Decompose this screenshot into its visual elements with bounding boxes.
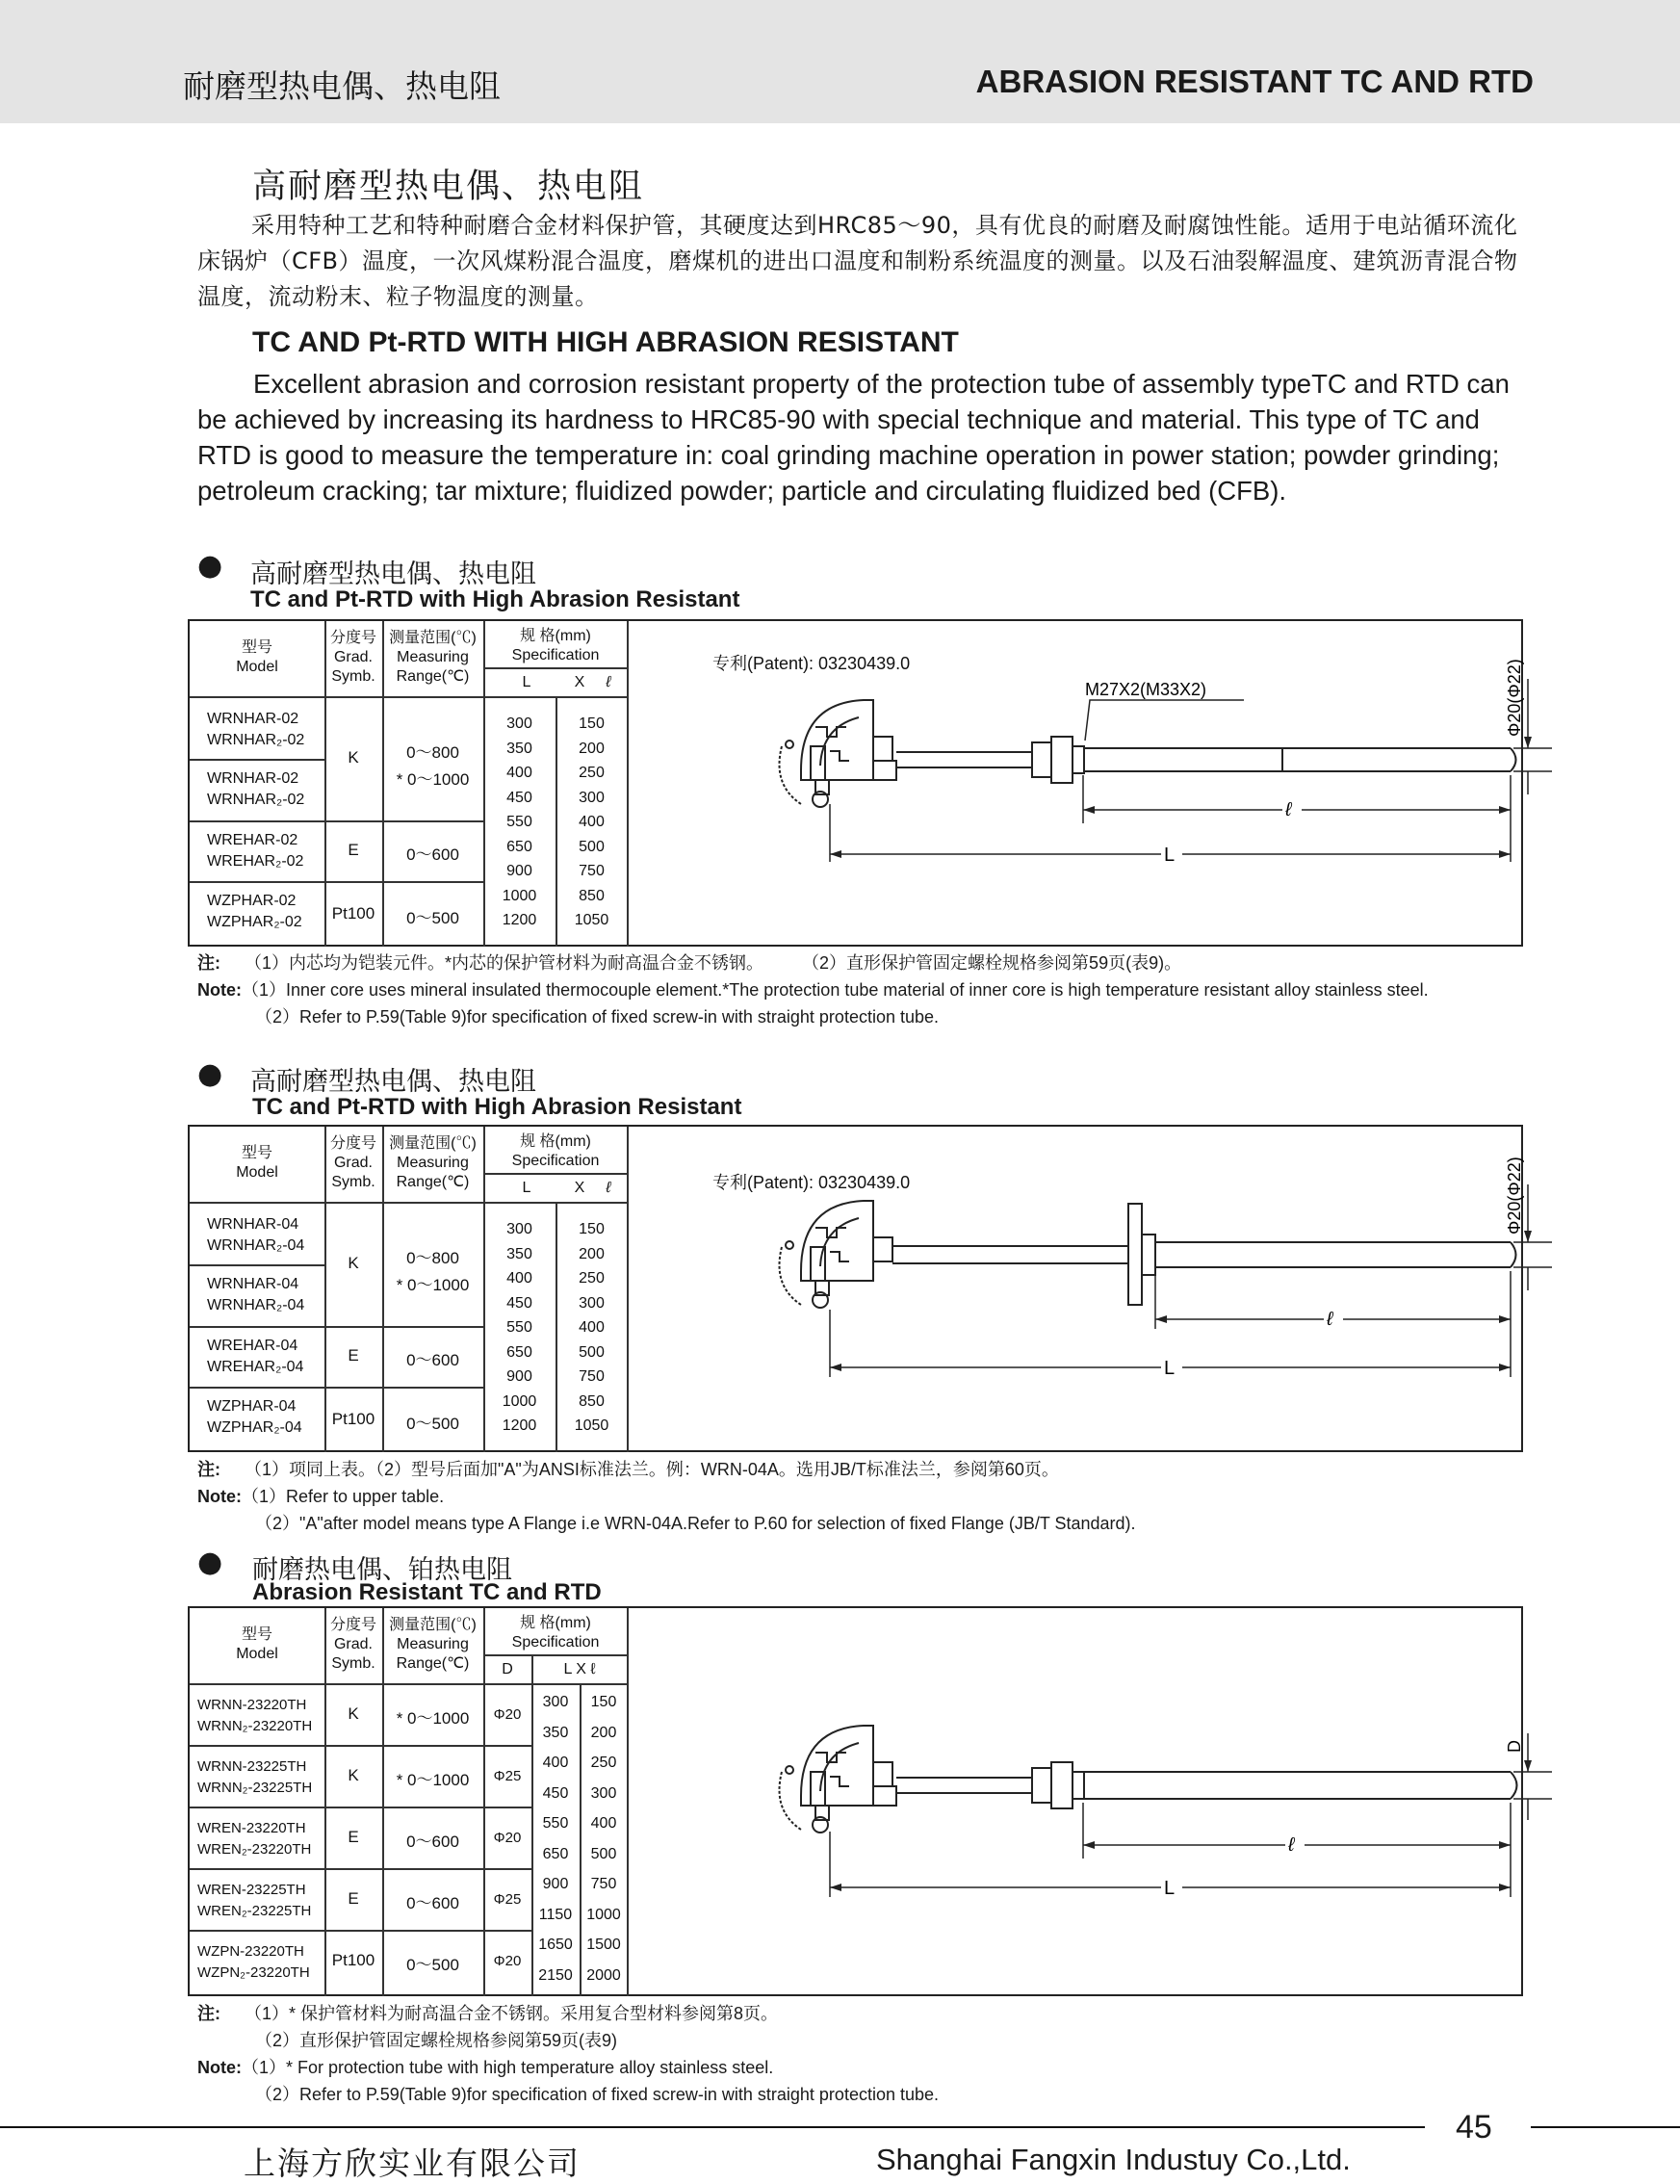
grad-cell: K <box>348 1704 359 1723</box>
patent-number: 专利(Patent): 03230439.0 <box>712 1173 911 1192</box>
section3-title-cn: 耐磨热电偶、铂热电阻 <box>252 1555 512 1585</box>
spec-header: 规 格(mm) Specification <box>511 1615 600 1651</box>
dim-l-label: ℓ <box>1327 1309 1333 1330</box>
diameter-label: D <box>1505 1740 1524 1753</box>
range-header: 测量范围(℃) Measuring Range(℃) <box>389 1135 477 1190</box>
intro-text-en: Excellent abrasion and corrosion resistant property of the protection tube of assembly typeTC and RTD can be achieved by increasing its hardness to HRC85-90 with special technique and material. This type of TC and RTD is good to measure the temperature in: coal grinding machine operation in power station; powder grinding; petroleum cracking; tar mixture; fluidized powder; particle and circulating fluidized bed (CFB). <box>197 369 1510 506</box>
col-l-header: ℓ <box>606 1180 611 1196</box>
table-row: WREN-23225TH WREN₂-23225TH <box>197 1882 312 1919</box>
table-row: WRNHAR-04 WRNHAR₂-04 <box>207 1216 305 1254</box>
table-row: WREHAR-04 WREHAR₂-04 <box>207 1338 304 1375</box>
grad-cell: Pt100 <box>331 1951 375 1969</box>
intro-title-en: TC AND Pt-RTD WITH HIGH ABRASION RESISTANT <box>252 326 959 358</box>
grad-pt100: Pt100 <box>331 904 375 923</box>
grad-cell: K <box>348 1766 359 1784</box>
company-name-en: Shanghai Fangxin Industuy Co.,Ltd. <box>876 2143 1351 2176</box>
section1-title-cn: 高耐磨型热电偶、热电阻 <box>250 559 536 589</box>
col-X-header: X <box>574 674 585 690</box>
table-row: WRNN-23220TH WRNN₂-23220TH <box>197 1697 313 1734</box>
section3-notes: 注: （1）* 保护管材料为耐高温合金不锈钢。采用复合型材料参阅第8页。 （2）直形保护管固定螺栓规格参阅第59页(表9) Note:（1）* For protection tube with high temperature alloy stainless steel. （2）Refer to P.59(Table 9)for specification of fixed screw-in with straight protection tube. <box>197 2004 940 2104</box>
header-title-en: ABRASION RESISTANT TC AND RTD <box>975 64 1534 99</box>
table-row: WREN-23220TH WREN₂-23220TH <box>197 1820 312 1858</box>
thermocouple-drawing <box>762 640 1524 929</box>
page-number: 45 <box>1456 2109 1492 2145</box>
table-row: WRNHAR-04 WRNHAR₂-04 <box>207 1276 305 1313</box>
length-L-column: 300 350 400 450 550 650 900 1000 1200 <box>502 715 537 928</box>
table-row: WZPN-23220TH WZPN₂-23220TH <box>197 1943 310 1981</box>
range-cell: 0～600 <box>406 1833 459 1851</box>
section2-bullet: ● <box>197 1057 223 1091</box>
table-row: WREHAR-02 WREHAR₂-02 <box>207 832 304 870</box>
section2-title-en: TC and Pt-RTD with High Abrasion Resistant <box>252 1094 742 1120</box>
footer-rule <box>0 2126 1425 2128</box>
grad-header: 分度号 Grad. Symb. <box>329 1617 376 1672</box>
intro-title-cn: 高耐磨型热电偶、热电阻 <box>252 168 645 206</box>
range-pt: 0～500 <box>406 1415 459 1433</box>
range-k1: 0～800 <box>406 743 459 762</box>
header-title-cn: 耐磨型热电偶、热电阻 <box>183 67 501 105</box>
table-row: WZPHAR-02 WZPHAR₂-02 <box>207 893 302 930</box>
spec-header: 规 格(mm) Specification <box>511 1133 600 1169</box>
range-cell: * 0～1000 <box>396 1709 470 1728</box>
model-header: 型号 Model <box>236 1145 278 1181</box>
dim-l-label: ℓ <box>1285 799 1292 820</box>
col-X-header: X <box>574 1180 585 1196</box>
section2-title-cn: 高耐磨型热电偶、热电阻 <box>250 1067 536 1097</box>
section2-table <box>188 1125 1523 1452</box>
length-L-column: 300 350 400 450 550 650 900 1150 1650 2150 <box>538 1694 573 1984</box>
col-LXl-header: L X ℓ <box>563 1661 596 1677</box>
diameter-cell: Φ20 <box>493 1830 522 1846</box>
section3-table <box>188 1606 1523 1996</box>
section1-title-en: TC and Pt-RTD with High Abrasion Resistant <box>250 586 740 612</box>
diameter-label: Φ20(Φ22) <box>1505 659 1524 737</box>
dim-L-label: L <box>1164 845 1176 866</box>
range-e: 0～600 <box>406 1351 459 1369</box>
grad-pt100: Pt100 <box>331 1410 375 1428</box>
section1-notes: 注: （1）内芯均为铠装元件。*内芯的保护管材料为耐高温合金不锈钢。 （2）直形保护管固定螺栓规格参阅第59页(表9)。 Note:（1）Inner core uses mineral insulated thermocouple element.*The protection tube material of inner core is high temperature resistant alloy stainless steel. （2）Refer to P.59(Table 9)for specification of fixed screw-in with straight protection tube. <box>197 953 1429 1027</box>
table-row: WRNHAR-02 WRNHAR₂-02 <box>207 770 305 808</box>
straight-thermocouple-drawing <box>762 1666 1524 1955</box>
length-l-column: 150 200 250 300 400 500 750 850 1050 <box>574 1221 609 1434</box>
range-header: 测量范围(℃) Measuring Range(℃) <box>389 630 477 685</box>
intro-text-cn: 采用特种工艺和特种耐磨合金材料保护管，其硬度达到HRC85～90，具有优良的耐磨及耐腐蚀性能。适用于电站循环流化床锅炉（CFB）温度，一次风煤粉混合温度，磨煤机的进出口温度和制粉系统温度的测量。以及石油裂解温度、建筑沥青混合物温度，流动粉末、粒子物温度的测量。 <box>197 212 1518 310</box>
grad-k: K <box>348 748 359 767</box>
dim-L-label: L <box>1164 1878 1176 1899</box>
grad-header: 分度号 Grad. Symb. <box>329 1135 376 1190</box>
grad-k: K <box>348 1254 359 1272</box>
grad-e: E <box>348 1346 359 1365</box>
model-header: 型号 Model <box>236 1626 278 1662</box>
diameter-cell: Φ20 <box>493 1953 522 1969</box>
page-header <box>0 0 1680 123</box>
diameter-cell: Φ20 <box>493 1706 522 1723</box>
thread-label: M27X2(M33X2) <box>1085 680 1207 699</box>
flange-thermocouple-drawing <box>762 1146 1524 1435</box>
grad-header: 分度号 Grad. Symb. <box>329 630 376 685</box>
col-L-header: L <box>522 1180 531 1196</box>
section3-bullet: ● <box>197 1546 223 1579</box>
length-l-column: 150 200 250 300 400 500 750 1000 1500 2000 <box>586 1694 621 1984</box>
section1-table <box>188 619 1523 947</box>
range-cell: * 0～1000 <box>396 1771 470 1789</box>
grad-e: E <box>348 841 359 859</box>
table-row: WRNN-23225TH WRNN₂-23225TH <box>197 1758 313 1796</box>
range-cell: 0～600 <box>406 1894 459 1912</box>
length-l-column: 150 200 250 300 400 500 750 850 1050 <box>574 715 609 928</box>
range-k2: * 0～1000 <box>396 770 470 789</box>
col-D-header: D <box>502 1661 513 1677</box>
diameter-cell: Φ25 <box>493 1891 522 1908</box>
range-k1: 0～800 <box>406 1249 459 1267</box>
diameter-cell: Φ25 <box>493 1768 522 1784</box>
footer-rule <box>1531 2126 1680 2128</box>
company-name-cn: 上海方欣实业有限公司 <box>244 2145 581 2182</box>
section1-bullet: ● <box>197 549 223 583</box>
range-cell: 0～500 <box>406 1956 459 1974</box>
range-pt: 0～500 <box>406 909 459 927</box>
table-row: WRNHAR-02 WRNHAR₂-02 <box>207 711 305 748</box>
dim-l-label: ℓ <box>1288 1834 1295 1856</box>
section3-title-en: Abrasion Resistant TC and RTD <box>252 1579 602 1605</box>
range-e: 0～600 <box>406 845 459 864</box>
col-l-header: ℓ <box>606 674 611 690</box>
dim-L-label: L <box>1164 1358 1176 1379</box>
range-k2: * 0～1000 <box>396 1276 470 1294</box>
grad-cell: E <box>348 1828 359 1846</box>
section2-notes: 注: （1）项同上表。（2）型号后面加"A"为ANSI标准法兰。例：WRN-04A。选用JB/T标准法兰，参阅第60页。 Note:（1）Refer to upper table. （2）"A"after model means type A Flange i.e WRN-04A.Refer to P.60 for selection of fixed Flange (JB/T Standard). <box>197 1460 1136 1533</box>
patent-number: 专利(Patent): 03230439.0 <box>712 654 911 673</box>
range-header: 测量范围(℃) Measuring Range(℃) <box>389 1617 477 1672</box>
table-row: WZPHAR-04 WZPHAR₂-04 <box>207 1398 302 1436</box>
grad-cell: E <box>348 1889 359 1908</box>
diameter-label: Φ20(Φ22) <box>1505 1157 1524 1235</box>
spec-header: 规 格(mm) Specification <box>511 628 600 663</box>
length-L-column: 300 350 400 450 550 650 900 1000 1200 <box>502 1221 537 1434</box>
col-L-header: L <box>522 674 531 690</box>
model-header: 型号 Model <box>236 639 278 675</box>
